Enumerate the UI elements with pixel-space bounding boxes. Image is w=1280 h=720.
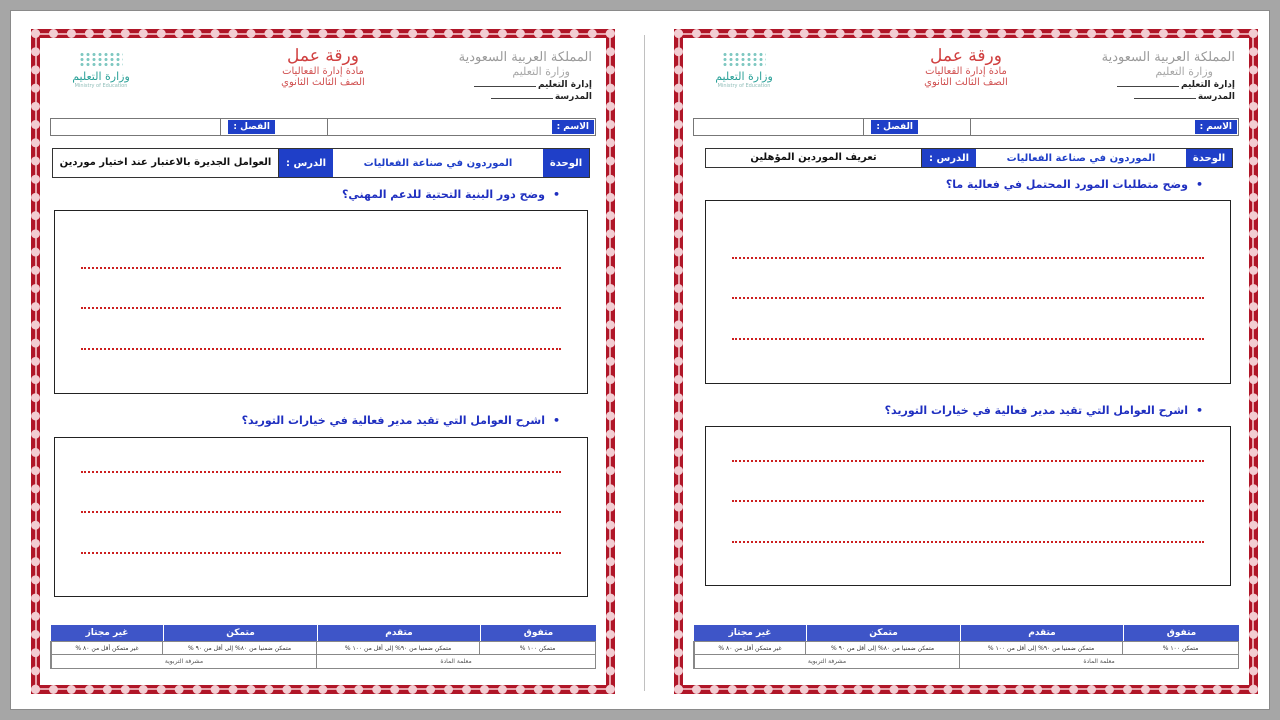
rubric-desc-4: غير متمكن أقل من ٨٠ % [51,642,162,654]
question-1-text: وضح دور البنية التحتية للدعم المهني؟ [341,188,545,201]
question-1 [946,178,1203,191]
rubric-header-proficient: متمكن [163,625,317,641]
subject-name: مادة إدارة الفعاليات [925,66,1007,77]
question-2 [242,414,560,427]
bullet-icon: • [552,414,560,427]
grade-name: الصف الثالث الثانوي [281,77,365,88]
class-label: الفصل : [871,120,918,134]
rubric-desc-3: متمكن ضمنيا من ٨٠% إلى أقل من ٩٠ % [805,642,959,654]
subject-name: مادة إدارة الفعاليات [282,66,364,77]
name-class-bar [693,118,1239,136]
rubric-desc-3: متمكن ضمنيا من ٨٠% إلى أقل من ٩٠ % [162,642,316,654]
ministry-logo-en: Ministry of Education [717,83,771,89]
question-2-text: اشرح العوامل التي تقيد مدير فعالية في خيارات التوريد؟ [241,414,545,427]
worksheet-page-left [31,29,615,694]
kingdom-calligraphy: المملكة العربية السعودية [1101,50,1235,65]
rubric-teacher: معلمة المادة [316,655,595,668]
ministry-logo [699,52,789,89]
rubric-header-excellent: متفوق [1123,625,1239,641]
worksheet-header [50,46,596,110]
lesson-label: الدرس : [922,149,976,167]
answer-box-1[interactable] [54,210,588,394]
edu-admin-row: إدارة التعليم [459,80,592,90]
rubric-header-proficient: متمكن [806,625,960,641]
title-block [223,46,423,88]
bullet-icon: • [1195,404,1203,417]
unit-lesson-row [52,148,590,178]
name-label: الاسم : [1195,120,1237,134]
ministry-logo-text: وزارة التعليم [715,70,773,83]
rubric-header-excellent: متفوق [480,625,596,641]
question-2-text: اشرح العوامل التي تقيد مدير فعالية في خيارات التوريد؟ [884,404,1188,417]
page-divider [644,35,645,691]
kingdom-block [1102,50,1235,102]
rubric-desc-1: متمكن ١٠٠ % [1122,642,1238,654]
class-label: الفصل : [228,120,275,134]
ministry-logo-icon [722,52,766,68]
name-label: الاسم : [552,120,594,134]
ministry-calligraphy: وزارة التعليم [512,65,570,78]
worksheet-page-right [674,29,1258,694]
unit-label: الوحدة [1186,149,1232,167]
school-row: المدرسة [1102,92,1235,102]
bullet-icon: • [552,188,560,201]
answer-box-2[interactable] [54,437,588,597]
rubric-supervisor: مشرفة التربوية [51,655,316,668]
edu-admin-row: إدارة التعليم [1102,80,1235,90]
rubric-teacher: معلمة المادة [959,655,1238,668]
name-class-bar [50,118,596,136]
unit-label: الوحدة [543,149,589,177]
school-row: المدرسة [459,92,592,102]
worksheet-title: ورقة عمل [287,46,359,66]
question-2 [885,404,1203,417]
rubric-table [693,625,1239,671]
unit-value: الموردون في صناعة الفعاليات [975,149,1186,167]
rubric-header-advanced: متقدم [960,625,1123,641]
ministry-logo-icon [79,52,123,68]
lesson-value: تعريف الموردين المؤهلين [706,149,922,167]
question-1 [342,188,560,201]
rubric-desc-1: متمكن ١٠٠ % [479,642,595,654]
rubric-header-advanced: متقدم [317,625,480,641]
rubric-desc-2: متمكن ضمنيا من ٩٠% إلى أقل من ١٠٠ % [316,642,479,654]
rubric-header-failed: غير مجتاز [693,625,806,641]
unit-value: الموردون في صناعة الفعاليات [332,149,543,177]
title-block [866,46,1066,88]
ministry-calligraphy: وزارة التعليم [1155,65,1213,78]
lesson-value: العوامل الجديرة بالاعتبار عند اختيار موردين [53,149,279,177]
kingdom-block [459,50,592,102]
answer-box-2[interactable] [705,426,1231,586]
unit-lesson-row [705,148,1233,168]
lesson-label: الدرس : [279,149,333,177]
bullet-icon: • [1195,178,1203,191]
ministry-logo-text: وزارة التعليم [72,70,130,83]
question-1-text: وضح متطلبات المورد المحتمل في فعالية ما؟ [945,178,1188,191]
grade-name: الصف الثالث الثانوي [924,77,1008,88]
rubric-table [50,625,596,671]
rubric-supervisor: مشرفة التربوية [694,655,959,668]
rubric-desc-2: متمكن ضمنيا من ٩٠% إلى أقل من ١٠٠ % [959,642,1122,654]
answer-box-1[interactable] [705,200,1231,384]
ministry-logo [56,52,146,89]
rubric-header-failed: غير مجتاز [50,625,163,641]
kingdom-calligraphy: المملكة العربية السعودية [458,50,592,65]
document-frame [10,10,1270,710]
worksheet-header [693,46,1239,110]
ministry-logo-en: Ministry of Education [74,83,128,89]
rubric-desc-4: غير متمكن أقل من ٨٠ % [694,642,805,654]
worksheet-title: ورقة عمل [930,46,1002,66]
